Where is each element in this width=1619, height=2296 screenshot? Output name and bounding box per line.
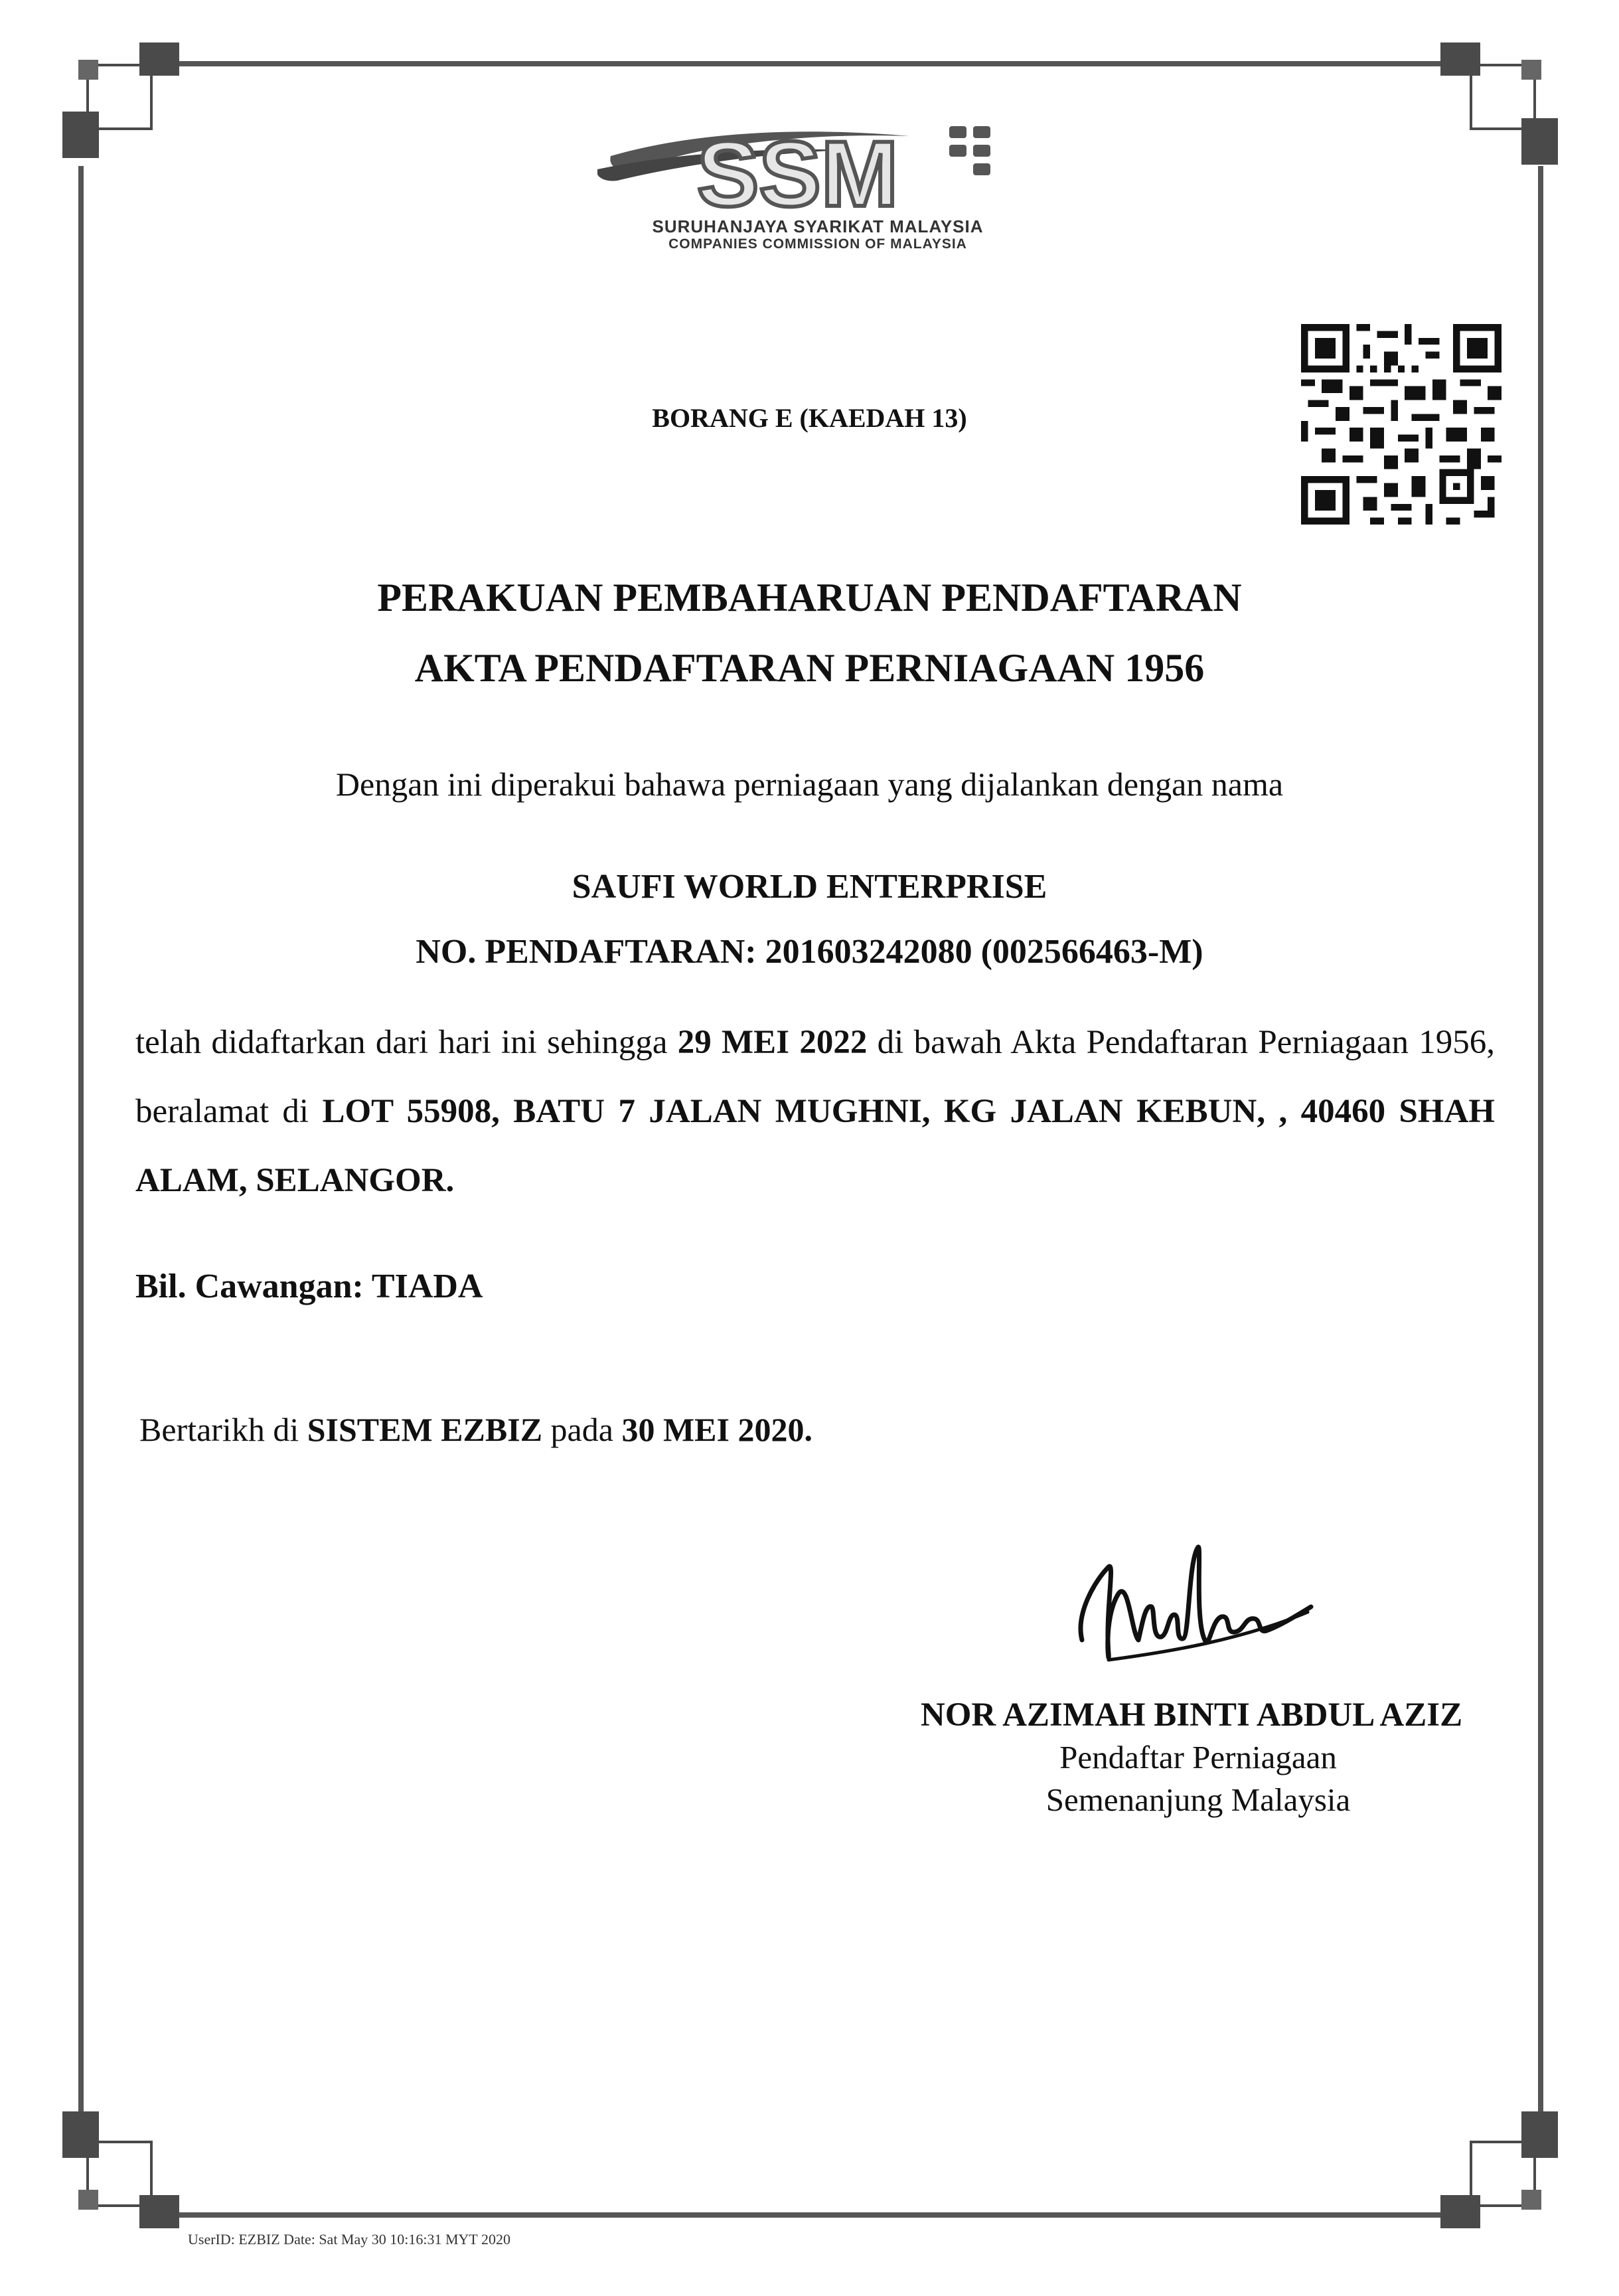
issuing-system: SISTEM EZBIZ (307, 1411, 543, 1448)
dated-middle: pada (542, 1411, 622, 1448)
certificate-title-line2: AKTA PENDAFTARAN PERNIAGAAN 1956 (414, 646, 1205, 690)
corner-ornament-bottom-left (61, 2111, 187, 2238)
frame-right-border (1538, 166, 1543, 2118)
dated-line (139, 1410, 812, 1449)
issue-date: 30 MEI 2020. (621, 1411, 812, 1448)
registration-number: NO. PENDAFTARAN: 201603242080 (002566463-M) (416, 933, 1203, 971)
signatory-name: NOR AZIMAH BINTI ABDUL AZIZ (920, 1696, 1463, 1734)
ssm-wordmark: SSM (697, 122, 899, 226)
logo-name-malay: SURUHANJAYA SYARIKAT MALAYSIA (652, 216, 984, 236)
paragraph-text-2: di bawah Akta Pendaftaran Perniagaan 1956, beralamat di (135, 1024, 1495, 1130)
certificate-title-line1: PERAKUAN PEMBAHARUAN PENDAFTARAN (377, 576, 1242, 619)
corner-ornament-top-right (1440, 40, 1567, 166)
corner-ornament-bottom-right (1440, 2111, 1567, 2238)
business-name: SAUFI WORLD ENTERPRISE (572, 868, 1047, 906)
form-code: BORANG E (KAEDAH 13) (652, 403, 967, 433)
frame-bottom-border (179, 2212, 1454, 2218)
business-address: LOT 55908, BATU 7 JALAN MUGHNI, KG JALAN KEBUN, , 40460 SHAH ALAM, SELANGOR. (135, 1093, 1495, 1199)
signatory-role: Pendaftar Perniagaan (1059, 1739, 1337, 1775)
intro-statement: Dengan ini diperakui bahawa perniagaan yang dijalankan dengan nama (335, 766, 1284, 803)
corner-ornament-top-left (61, 40, 187, 166)
registration-paragraph (135, 1008, 1495, 1215)
signatory-region: Semenanjung Malaysia (1045, 1781, 1351, 1818)
branch-count: Bil. Cawangan: TIADA (135, 1268, 483, 1305)
logo-name-english: COMPANIES COMMISSION OF MALAYSIA (668, 236, 967, 252)
frame-top-border (179, 61, 1454, 66)
expiry-date: 29 MEI 2022 (677, 1024, 868, 1061)
handwritten-signature (1069, 1540, 1321, 1693)
footer-user-stamp: UserID: EZBIZ Date: Sat May 30 10:16:31 MYT 2020 (188, 2231, 510, 2248)
paragraph-text-1: telah didaftarkan dari hari ini sehingga (135, 1024, 678, 1061)
frame-left-border (78, 166, 84, 2118)
dated-prefix: Bertarikh di (139, 1411, 307, 1448)
